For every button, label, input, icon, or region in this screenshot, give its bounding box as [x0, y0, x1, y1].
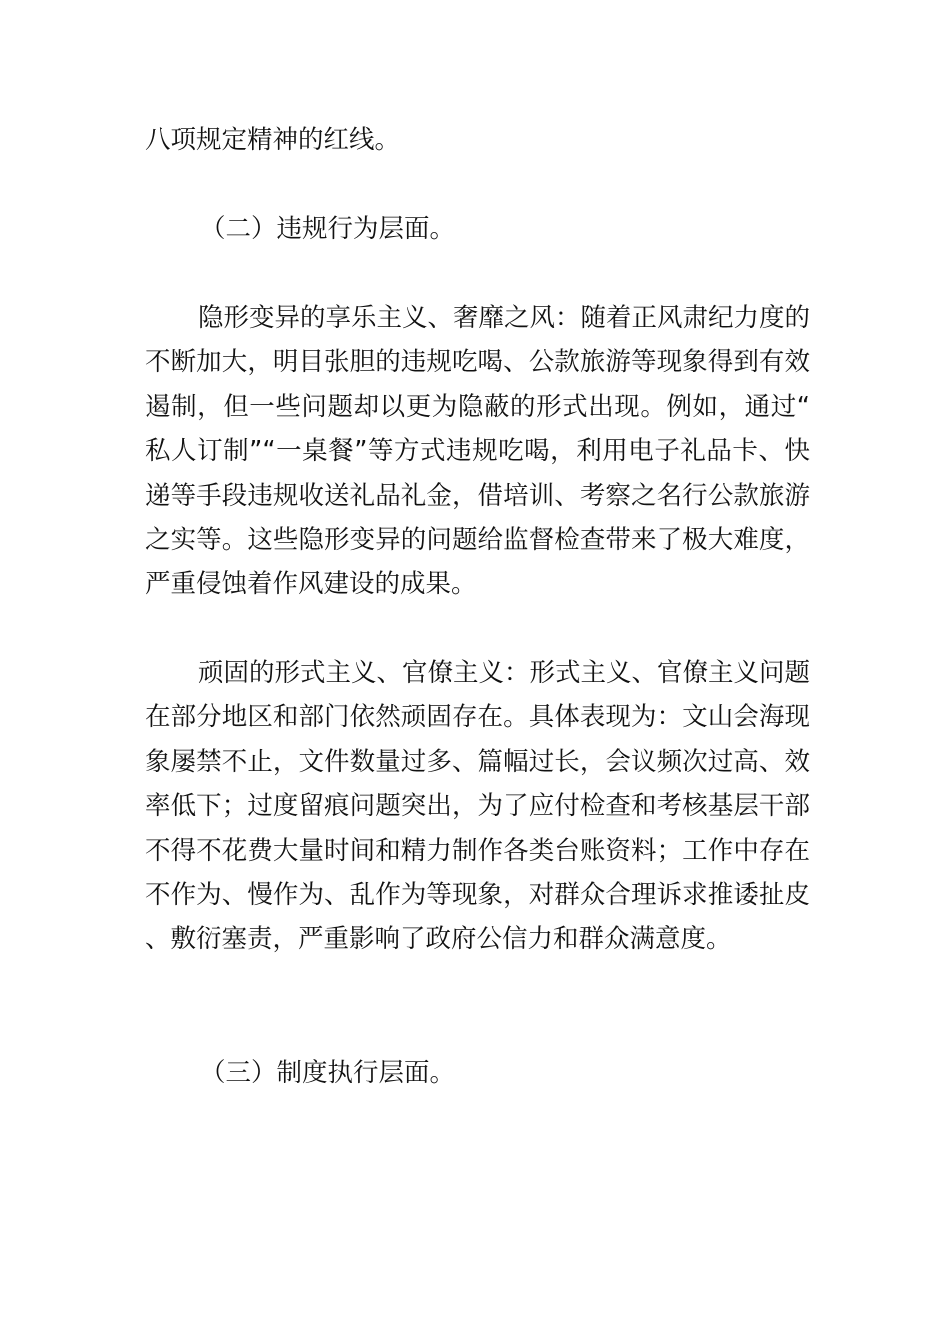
- paragraph-formalism-bureaucratism: 顽固的形式主义、官僚主义：形式主义、官僚主义问题在部分地区和部门依然顽固存在。具体表现为：文山会海现象屡禁不止，文件数量过多、篇幅过长，会议频次过高、效率低下；过度留痕问题突出，为了应付检查和考核基层干部不得不花费大量时间和精力制作各类台账资料；工作中存在不作为、慢作为、乱作为等现象，对群众合理诉求推诿扯皮、敷衍塞责，严重影响了政府公信力和群众满意度。: [145, 658, 811, 955]
- section-heading-3: （三）制度执行层面。: [200, 1058, 456, 1088]
- paragraph-hidden-hedonism: 隐形变异的享乐主义、奢靡之风：随着正风肃纪力度的不断加大，明目张胆的违规吃喝、公款旅游等现象得到有效遏制，但一些问题却以更为隐蔽的形式出现。例如，通过“私人订制”“一桌餐”等方式违规吃喝，利用电子礼品卡、快递等手段违规收送礼品礼金，借培训、考察之名行公款旅游之实等。这些隐形变异的问题给监督检查带来了极大难度，严重侵蚀着作风建设的成果。: [145, 303, 811, 600]
- section-heading-2: （二）违规行为层面。: [200, 214, 456, 244]
- continuation-line: 八项规定精神的红线。: [145, 125, 401, 155]
